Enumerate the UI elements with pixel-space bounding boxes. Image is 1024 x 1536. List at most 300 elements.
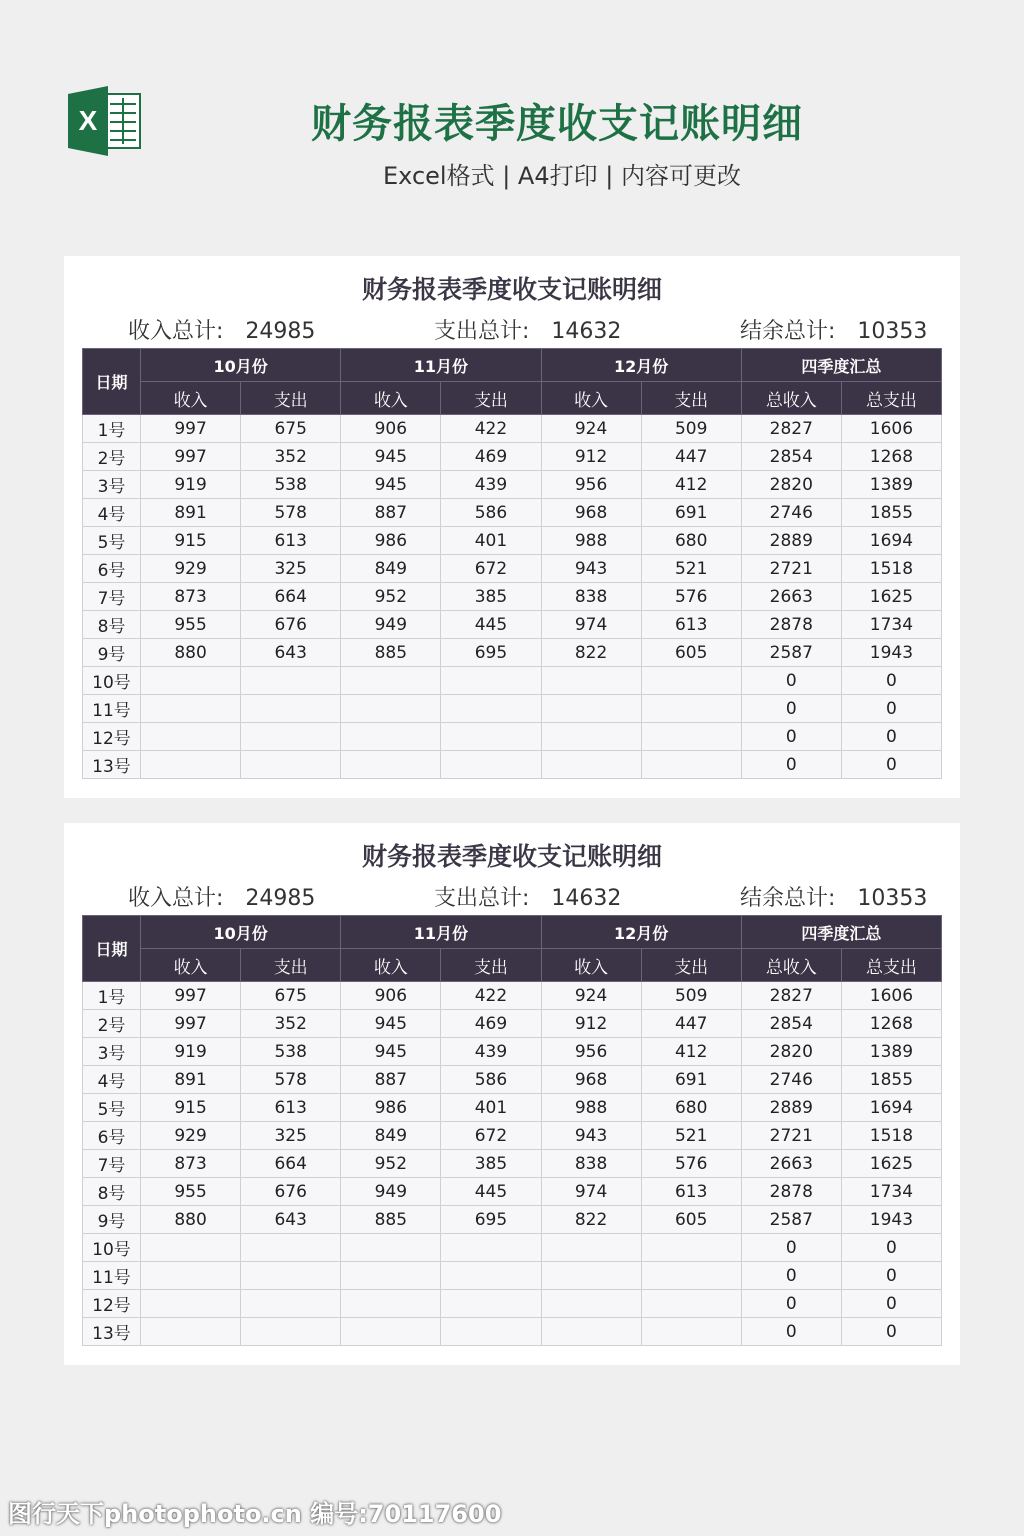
expense-header: 支出 (241, 949, 341, 982)
income-total (128, 881, 315, 912)
expense-total-label: 支出总计: (434, 319, 530, 344)
day-cell: 5号 (83, 527, 141, 555)
table-row (83, 1066, 942, 1094)
value-cell (641, 1318, 741, 1346)
value-cell: 891 (141, 499, 241, 527)
value-cell: 521 (641, 1122, 741, 1150)
table-row (83, 982, 942, 1010)
value-cell: 1694 (841, 527, 941, 555)
value-cell: 1694 (841, 1094, 941, 1122)
ledger-sheet-1 (64, 256, 960, 798)
value-cell: 509 (641, 415, 741, 443)
value-cell (641, 751, 741, 779)
value-cell: 0 (741, 723, 841, 751)
value-cell: 838 (541, 1150, 641, 1178)
value-cell: 945 (341, 1010, 441, 1038)
value-cell (441, 723, 541, 751)
expense-header: 支出 (241, 382, 341, 415)
value-cell: 676 (241, 611, 341, 639)
value-cell: 578 (241, 499, 341, 527)
value-cell (341, 1262, 441, 1290)
svg-text:X: X (78, 105, 98, 136)
value-cell: 2889 (741, 1094, 841, 1122)
value-cell (141, 1318, 241, 1346)
value-cell: 691 (641, 1066, 741, 1094)
value-cell (541, 723, 641, 751)
month-header: 10月份 (141, 916, 341, 949)
table-row (83, 471, 942, 499)
value-cell: 412 (641, 1038, 741, 1066)
value-cell: 885 (341, 639, 441, 667)
value-cell: 1855 (841, 1066, 941, 1094)
value-cell: 822 (541, 639, 641, 667)
value-cell (241, 667, 341, 695)
income-total-label: 收入总计: (128, 886, 224, 911)
value-cell (141, 695, 241, 723)
income-total-label: 收入总计: (128, 319, 224, 344)
value-cell: 2721 (741, 555, 841, 583)
value-cell: 1518 (841, 1122, 941, 1150)
value-cell: 0 (741, 1234, 841, 1262)
table-body (83, 982, 942, 1346)
sheet-title: 财务报表季度收支记账明细 (361, 275, 662, 304)
value-cell (641, 695, 741, 723)
value-cell: 2889 (741, 527, 841, 555)
value-cell (541, 1262, 641, 1290)
month-header: 11月份 (341, 916, 541, 949)
hero-header (0, 0, 1024, 240)
value-cell: 873 (141, 583, 241, 611)
value-cell: 943 (541, 555, 641, 583)
balance-total-label: 结余总计: (740, 886, 836, 911)
value-cell: 695 (441, 1206, 541, 1234)
table-row (83, 1234, 942, 1262)
value-cell: 2587 (741, 1206, 841, 1234)
value-cell (541, 695, 641, 723)
table-row (83, 723, 942, 751)
value-cell: 2854 (741, 443, 841, 471)
table-row (83, 527, 942, 555)
value-cell: 385 (441, 1150, 541, 1178)
value-cell: 849 (341, 555, 441, 583)
value-cell (541, 1234, 641, 1262)
day-cell: 6号 (83, 555, 141, 583)
value-cell: 2878 (741, 611, 841, 639)
value-cell: 0 (841, 667, 941, 695)
value-cell: 422 (441, 415, 541, 443)
value-cell: 955 (141, 611, 241, 639)
day-cell: 2号 (83, 1010, 141, 1038)
value-cell: 1734 (841, 1178, 941, 1206)
value-cell: 469 (441, 443, 541, 471)
expense-header: 支出 (641, 949, 741, 982)
value-cell: 613 (241, 1094, 341, 1122)
month-header: 12月份 (541, 349, 741, 382)
day-cell: 7号 (83, 1150, 141, 1178)
value-cell: 924 (541, 415, 641, 443)
day-cell: 10号 (83, 667, 141, 695)
balance-total-value: 10353 (857, 886, 928, 911)
table-row (83, 1206, 942, 1234)
balance-total-value: 10353 (857, 319, 928, 344)
value-cell: 613 (641, 1178, 741, 1206)
value-cell: 0 (741, 1290, 841, 1318)
table-row (83, 1094, 942, 1122)
value-cell: 672 (441, 555, 541, 583)
value-cell: 997 (141, 443, 241, 471)
day-cell: 11号 (83, 695, 141, 723)
value-cell: 576 (641, 1150, 741, 1178)
value-cell: 0 (741, 1318, 841, 1346)
value-cell (641, 1262, 741, 1290)
table-row (83, 639, 942, 667)
ledger-table (82, 348, 942, 779)
value-cell: 885 (341, 1206, 441, 1234)
value-cell: 0 (841, 723, 941, 751)
value-cell: 0 (741, 751, 841, 779)
value-cell: 2827 (741, 982, 841, 1010)
value-cell: 1943 (841, 1206, 941, 1234)
value-cell (241, 1262, 341, 1290)
value-cell (241, 723, 341, 751)
value-cell: 0 (841, 1318, 941, 1346)
value-cell: 945 (341, 1038, 441, 1066)
total-expense-header: 总支出 (841, 382, 941, 415)
table-row (83, 1262, 942, 1290)
day-cell: 3号 (83, 471, 141, 499)
date-header: 日期 (83, 916, 141, 982)
value-cell: 352 (241, 1010, 341, 1038)
value-cell: 439 (441, 1038, 541, 1066)
day-cell: 1号 (83, 982, 141, 1010)
value-cell: 822 (541, 1206, 641, 1234)
quarter-summary-header: 四季度汇总 (741, 349, 941, 382)
value-cell: 997 (141, 1010, 241, 1038)
balance-total (740, 881, 927, 912)
value-cell (141, 751, 241, 779)
day-cell: 11号 (83, 1262, 141, 1290)
value-cell: 945 (341, 443, 441, 471)
value-cell: 2746 (741, 499, 841, 527)
value-cell: 968 (541, 1066, 641, 1094)
day-cell: 2号 (83, 443, 141, 471)
expense-total-value: 14632 (551, 319, 622, 344)
value-cell: 997 (141, 415, 241, 443)
value-cell: 325 (241, 555, 341, 583)
value-cell: 2587 (741, 639, 841, 667)
value-cell (441, 1234, 541, 1262)
value-cell: 643 (241, 639, 341, 667)
table-row (83, 1150, 942, 1178)
value-cell: 2878 (741, 1178, 841, 1206)
income-total-value: 24985 (245, 886, 316, 911)
value-cell: 0 (841, 1234, 941, 1262)
value-cell: 838 (541, 583, 641, 611)
value-cell (341, 695, 441, 723)
value-cell: 887 (341, 499, 441, 527)
value-cell: 849 (341, 1122, 441, 1150)
value-cell: 680 (641, 527, 741, 555)
value-cell: 1943 (841, 639, 941, 667)
value-cell: 586 (441, 1066, 541, 1094)
value-cell (541, 1318, 641, 1346)
value-cell (341, 751, 441, 779)
value-cell: 906 (341, 982, 441, 1010)
value-cell: 605 (641, 1206, 741, 1234)
value-cell (641, 1234, 741, 1262)
day-cell: 8号 (83, 1178, 141, 1206)
watermark: 图行天下photophoto.cn 编号:70117600 (8, 1500, 502, 1528)
table-row (83, 751, 942, 779)
value-cell: 912 (541, 1010, 641, 1038)
value-cell: 412 (641, 471, 741, 499)
day-cell: 9号 (83, 1206, 141, 1234)
value-cell (141, 723, 241, 751)
month-header: 12月份 (541, 916, 741, 949)
value-cell: 906 (341, 415, 441, 443)
value-cell: 949 (341, 611, 441, 639)
sheet-title: 财务报表季度收支记账明细 (361, 842, 662, 871)
value-cell: 0 (841, 1290, 941, 1318)
value-cell: 0 (741, 1262, 841, 1290)
value-cell: 676 (241, 1178, 341, 1206)
value-cell: 509 (641, 982, 741, 1010)
value-cell: 0 (741, 695, 841, 723)
value-cell: 1625 (841, 583, 941, 611)
table-row (83, 499, 942, 527)
table-row (83, 415, 942, 443)
value-cell: 968 (541, 499, 641, 527)
totals-bar (64, 881, 960, 913)
value-cell: 1625 (841, 1150, 941, 1178)
table-row (83, 1010, 942, 1038)
value-cell: 880 (141, 639, 241, 667)
value-cell: 422 (441, 982, 541, 1010)
total-expense-header: 总支出 (841, 949, 941, 982)
value-cell: 691 (641, 499, 741, 527)
value-cell: 447 (641, 1010, 741, 1038)
value-cell (241, 1318, 341, 1346)
value-cell (141, 1262, 241, 1290)
table-row (83, 555, 942, 583)
value-cell (541, 751, 641, 779)
income-header: 收入 (541, 949, 641, 982)
expense-header: 支出 (441, 949, 541, 982)
table-row (83, 1318, 942, 1346)
value-cell: 469 (441, 1010, 541, 1038)
day-cell: 3号 (83, 1038, 141, 1066)
quarter-summary-header: 四季度汇总 (741, 916, 941, 949)
balance-total-label: 结余总计: (740, 319, 836, 344)
page-title: 财务报表季度收支记账明细 (311, 101, 803, 147)
table-row (83, 1290, 942, 1318)
expense-header: 支出 (641, 382, 741, 415)
value-cell (641, 1290, 741, 1318)
day-cell: 4号 (83, 499, 141, 527)
table-row (83, 611, 942, 639)
value-cell (541, 1290, 641, 1318)
value-cell: 955 (141, 1178, 241, 1206)
value-cell (341, 1318, 441, 1346)
day-cell: 7号 (83, 583, 141, 611)
table-row (83, 583, 942, 611)
value-cell: 538 (241, 471, 341, 499)
expense-header: 支出 (441, 382, 541, 415)
value-cell: 1268 (841, 443, 941, 471)
value-cell: 0 (841, 751, 941, 779)
value-cell (141, 667, 241, 695)
income-header: 收入 (341, 949, 441, 982)
value-cell: 675 (241, 415, 341, 443)
value-cell: 2663 (741, 583, 841, 611)
day-cell: 10号 (83, 1234, 141, 1262)
value-cell: 385 (441, 583, 541, 611)
value-cell: 1389 (841, 471, 941, 499)
table-row (83, 1178, 942, 1206)
day-cell: 5号 (83, 1094, 141, 1122)
day-cell: 12号 (83, 1290, 141, 1318)
value-cell (141, 1290, 241, 1318)
value-cell: 538 (241, 1038, 341, 1066)
value-cell: 986 (341, 1094, 441, 1122)
value-cell (441, 695, 541, 723)
value-cell: 915 (141, 527, 241, 555)
value-cell: 0 (841, 695, 941, 723)
value-cell: 988 (541, 1094, 641, 1122)
value-cell: 915 (141, 1094, 241, 1122)
table-row (83, 1122, 942, 1150)
day-cell: 6号 (83, 1122, 141, 1150)
value-cell: 887 (341, 1066, 441, 1094)
day-cell: 13号 (83, 751, 141, 779)
value-cell: 605 (641, 639, 741, 667)
day-cell: 4号 (83, 1066, 141, 1094)
value-cell: 521 (641, 555, 741, 583)
value-cell: 919 (141, 1038, 241, 1066)
value-cell: 2746 (741, 1066, 841, 1094)
income-header: 收入 (541, 382, 641, 415)
value-cell: 1734 (841, 611, 941, 639)
value-cell: 929 (141, 555, 241, 583)
value-cell (441, 1262, 541, 1290)
value-cell: 695 (441, 639, 541, 667)
value-cell: 325 (241, 1122, 341, 1150)
value-cell: 945 (341, 471, 441, 499)
value-cell (441, 667, 541, 695)
value-cell: 0 (841, 1262, 941, 1290)
month-header: 10月份 (141, 349, 341, 382)
date-header: 日期 (83, 349, 141, 415)
value-cell: 664 (241, 583, 341, 611)
value-cell (241, 695, 341, 723)
table-row (83, 1038, 942, 1066)
value-cell: 672 (441, 1122, 541, 1150)
table-row (83, 695, 942, 723)
value-cell: 586 (441, 499, 541, 527)
balance-total (740, 314, 927, 345)
value-cell: 949 (341, 1178, 441, 1206)
value-cell: 952 (341, 583, 441, 611)
value-cell: 576 (641, 583, 741, 611)
day-cell: 9号 (83, 639, 141, 667)
value-cell: 880 (141, 1206, 241, 1234)
value-cell (441, 1290, 541, 1318)
value-cell: 952 (341, 1150, 441, 1178)
expense-total (434, 881, 621, 912)
totals-bar (64, 314, 960, 346)
expense-total (434, 314, 621, 345)
expense-total-value: 14632 (551, 886, 622, 911)
value-cell (241, 1234, 341, 1262)
value-cell: 445 (441, 1178, 541, 1206)
value-cell: 2854 (741, 1010, 841, 1038)
value-cell: 2820 (741, 471, 841, 499)
value-cell: 643 (241, 1206, 341, 1234)
day-cell: 8号 (83, 611, 141, 639)
value-cell (341, 1234, 441, 1262)
day-cell: 12号 (83, 723, 141, 751)
table-body (83, 415, 942, 779)
value-cell: 974 (541, 1178, 641, 1206)
value-cell: 352 (241, 443, 341, 471)
expense-total-label: 支出总计: (434, 886, 530, 911)
table-row (83, 443, 942, 471)
value-cell: 974 (541, 611, 641, 639)
table-row (83, 667, 942, 695)
value-cell (641, 723, 741, 751)
value-cell (341, 667, 441, 695)
value-cell (241, 1290, 341, 1318)
value-cell: 1268 (841, 1010, 941, 1038)
value-cell: 1606 (841, 415, 941, 443)
value-cell: 0 (741, 667, 841, 695)
value-cell (341, 1290, 441, 1318)
value-cell: 986 (341, 527, 441, 555)
value-cell: 891 (141, 1066, 241, 1094)
income-header: 收入 (341, 382, 441, 415)
value-cell: 664 (241, 1150, 341, 1178)
value-cell (341, 723, 441, 751)
value-cell: 613 (641, 611, 741, 639)
value-cell: 613 (241, 527, 341, 555)
income-total-value: 24985 (245, 319, 316, 344)
value-cell: 401 (441, 1094, 541, 1122)
value-cell (241, 751, 341, 779)
value-cell: 1606 (841, 982, 941, 1010)
value-cell: 997 (141, 982, 241, 1010)
total-income-header: 总收入 (741, 382, 841, 415)
value-cell: 919 (141, 471, 241, 499)
value-cell: 401 (441, 527, 541, 555)
value-cell: 2827 (741, 415, 841, 443)
value-cell: 956 (541, 471, 641, 499)
value-cell: 680 (641, 1094, 741, 1122)
value-cell: 578 (241, 1066, 341, 1094)
value-cell: 943 (541, 1122, 641, 1150)
value-cell: 2721 (741, 1122, 841, 1150)
value-cell: 2663 (741, 1150, 841, 1178)
value-cell: 929 (141, 1122, 241, 1150)
value-cell: 988 (541, 527, 641, 555)
month-header: 11月份 (341, 349, 541, 382)
value-cell: 956 (541, 1038, 641, 1066)
value-cell: 439 (441, 471, 541, 499)
page-subtitle: Excel格式 | A4打印 | 内容可更改 (383, 162, 741, 190)
day-cell: 13号 (83, 1318, 141, 1346)
day-cell: 1号 (83, 415, 141, 443)
value-cell: 873 (141, 1150, 241, 1178)
value-cell: 1855 (841, 499, 941, 527)
